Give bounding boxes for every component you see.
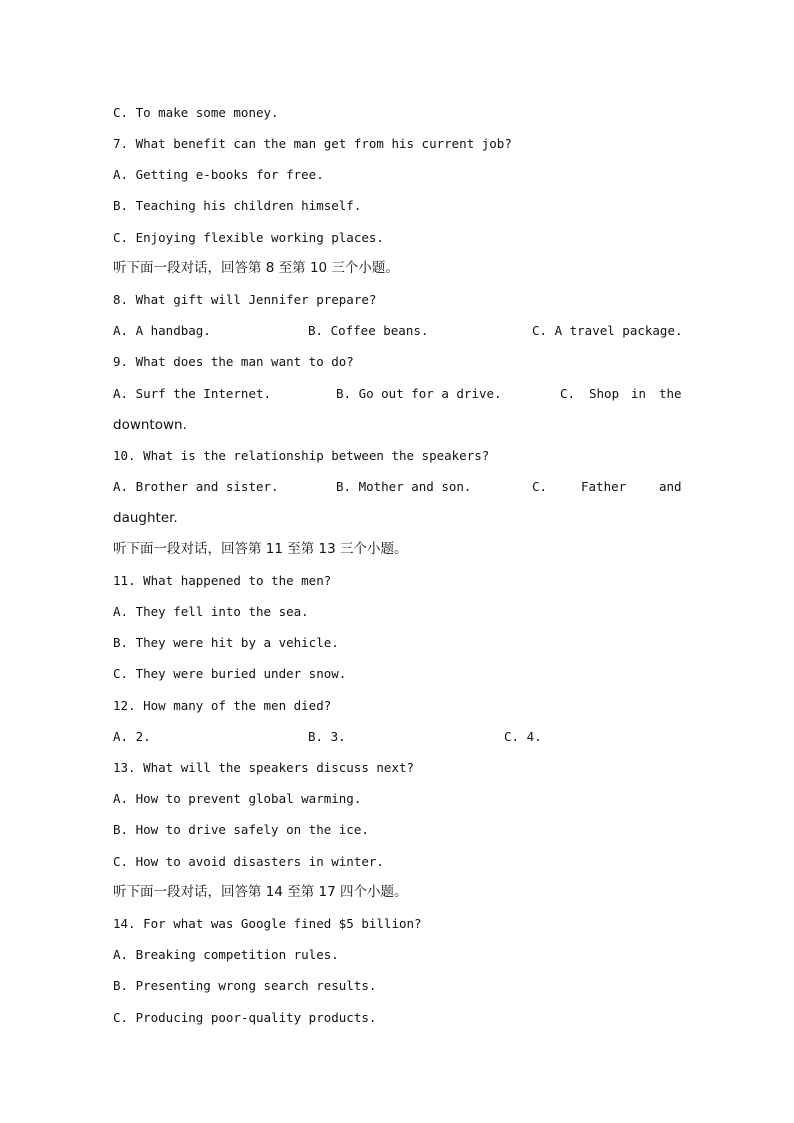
question-9: 9. What does the man want to do? bbox=[113, 354, 354, 369]
question-7: 7. What benefit can the man get from his current job? bbox=[113, 136, 512, 151]
option-text: A. Getting e-books for free. bbox=[113, 167, 324, 182]
option-text: C. To make some money. bbox=[113, 105, 279, 120]
option-text: B. Teaching his children himself. bbox=[113, 198, 362, 213]
option-a: A. 2. bbox=[113, 729, 151, 744]
option-c-continuation: downtown. bbox=[113, 417, 187, 433]
option-c-word: Shop bbox=[589, 386, 620, 401]
option-b: B. 3. bbox=[308, 729, 346, 744]
option-text: A. How to prevent global warming. bbox=[113, 791, 362, 806]
option-b: B. Go out for a drive. bbox=[336, 386, 502, 401]
option-text: C. How to avoid disasters in winter. bbox=[113, 854, 384, 869]
option-text: C. They were buried under snow. bbox=[113, 666, 347, 681]
option-text: A. Breaking competition rules. bbox=[113, 947, 339, 962]
option-text: C. Enjoying flexible working places. bbox=[113, 230, 384, 245]
option-text: B. How to drive safely on the ice. bbox=[113, 822, 369, 837]
option-a: A. Surf the Internet. bbox=[113, 386, 272, 401]
option-c-label: C. bbox=[532, 479, 548, 494]
option-c-continuation: daughter. bbox=[113, 510, 178, 526]
option-a: A. Brother and sister. bbox=[113, 479, 279, 494]
option-c-label: C. bbox=[560, 386, 576, 401]
question-11: 11. What happened to the men? bbox=[113, 573, 332, 588]
option-c-word: Father bbox=[581, 479, 627, 494]
section-instruction: 听下面一段对话，回答第 8 至第 10 三个小题。 bbox=[113, 260, 399, 276]
option-a: A. A handbag. bbox=[113, 323, 211, 338]
section-instruction: 听下面一段对话，回答第 11 至第 13 三个小题。 bbox=[113, 541, 408, 557]
option-text: C. Producing poor-quality products. bbox=[113, 1010, 377, 1025]
option-text: B. They were hit by a vehicle. bbox=[113, 635, 339, 650]
question-14: 14. For what was Google fined $5 billion? bbox=[113, 916, 422, 931]
option-text: A. They fell into the sea. bbox=[113, 604, 309, 619]
option-c-word: and bbox=[659, 479, 682, 494]
section-instruction: 听下面一段对话，回答第 14 至第 17 四个小题。 bbox=[113, 884, 408, 900]
question-8: 8. What gift will Jennifer prepare? bbox=[113, 292, 377, 307]
option-c-word: in bbox=[631, 386, 647, 401]
option-b: B. Mother and son. bbox=[336, 479, 472, 494]
option-c: C. A travel package. bbox=[532, 323, 683, 338]
option-c-word: the bbox=[659, 386, 682, 401]
option-c: C. 4. bbox=[504, 729, 542, 744]
question-10: 10. What is the relationship between the speakers? bbox=[113, 448, 490, 463]
option-b: B. Coffee beans. bbox=[308, 323, 429, 338]
option-text: B. Presenting wrong search results. bbox=[113, 978, 377, 993]
question-13: 13. What will the speakers discuss next? bbox=[113, 760, 415, 775]
question-12: 12. How many of the men died? bbox=[113, 698, 332, 713]
